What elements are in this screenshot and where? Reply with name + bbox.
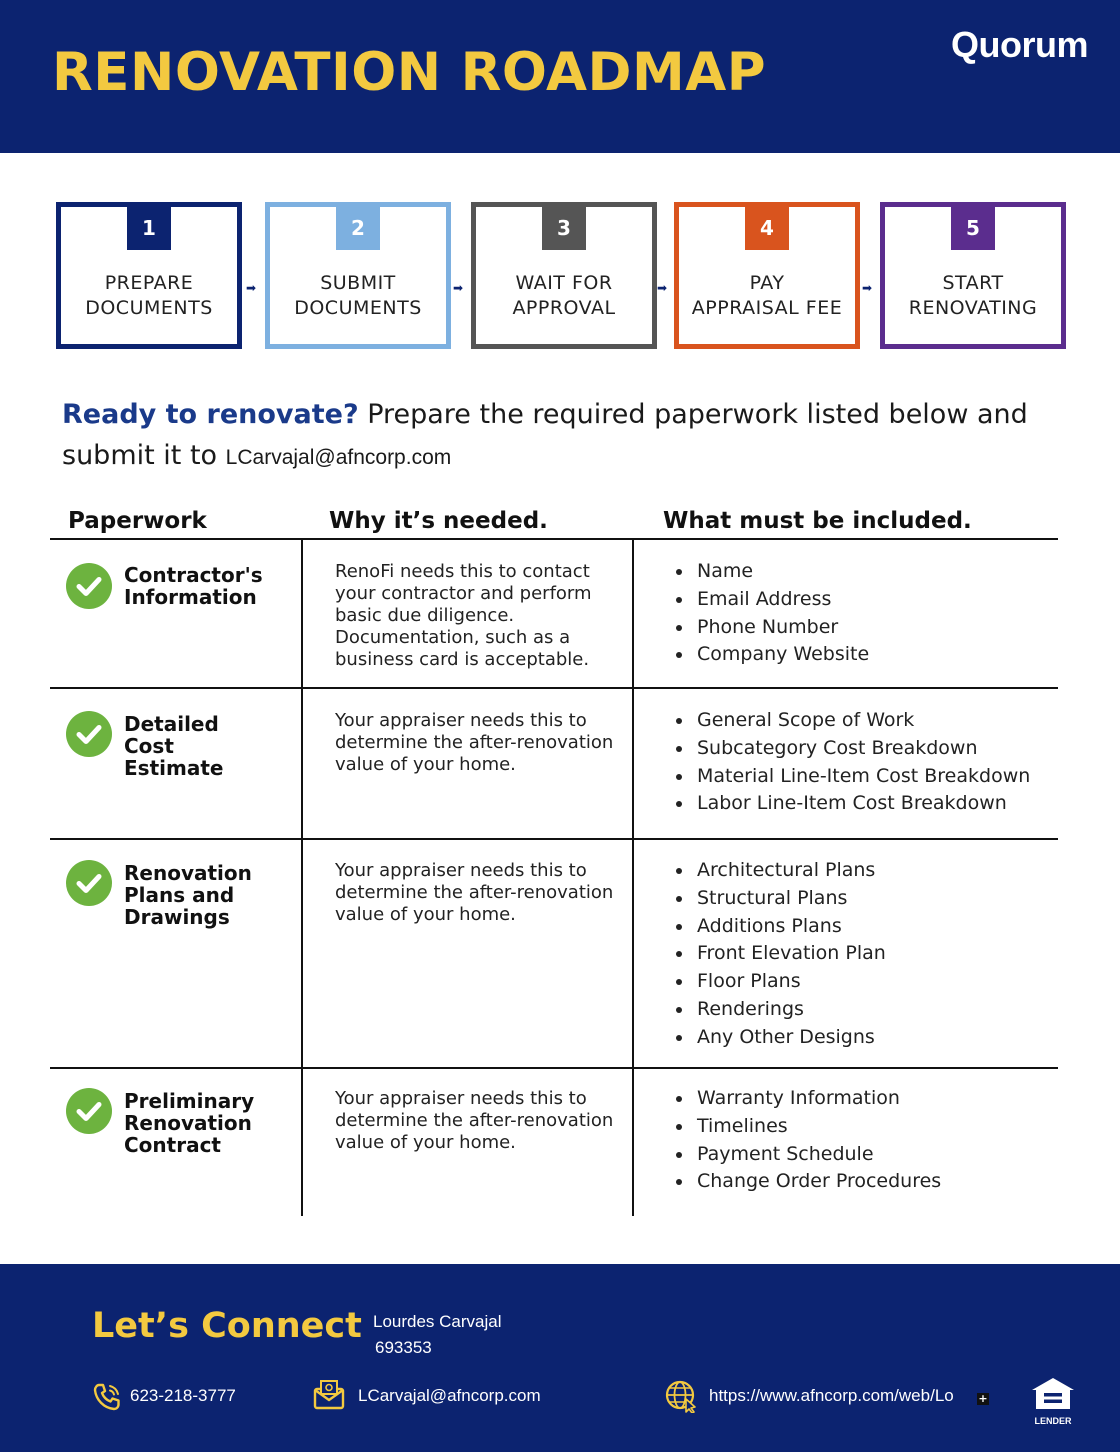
list-item: Payment Schedule xyxy=(668,1141,941,1169)
step-1-card xyxy=(56,202,242,349)
phone-icon xyxy=(92,1382,122,1416)
ehl-text: LENDER xyxy=(1034,1416,1072,1426)
list-item: Any Other Designs xyxy=(668,1024,886,1052)
checkmark-icon xyxy=(66,711,112,757)
included-list xyxy=(668,707,1030,818)
column-header-paperwork: Paperwork xyxy=(68,508,207,534)
email-icon xyxy=(312,1378,346,1414)
list-item: Renderings xyxy=(668,996,886,1024)
step-label: SUBMIT DOCUMENTS xyxy=(294,272,422,319)
step-number: 5 xyxy=(951,207,995,250)
arrow-right-icon: ➡ xyxy=(862,281,873,295)
arrow-right-icon: ➡ xyxy=(246,281,257,295)
step-4-card xyxy=(674,202,860,349)
column-header-included: What must be included. xyxy=(663,508,972,534)
step-label: START RENOVATING xyxy=(908,272,1038,319)
checkmark-icon xyxy=(66,563,112,609)
arrow-right-icon: ➡ xyxy=(657,281,668,295)
list-item: Company Website xyxy=(668,641,869,669)
checkmark-icon xyxy=(66,860,112,906)
step-label: PAY APPRAISAL FEE xyxy=(691,272,843,319)
step-3-card xyxy=(471,202,657,349)
list-item: Subcategory Cost Breakdown xyxy=(668,735,1030,763)
column-divider xyxy=(632,538,634,1216)
intro-lead: Ready to renovate? xyxy=(62,399,359,430)
contact-nmls: 693353 xyxy=(375,1338,432,1357)
column-header-why: Why it’s needed. xyxy=(329,508,548,534)
list-item: Architectural Plans xyxy=(668,857,886,885)
why-text: RenoFi needs this to contact your contractor and perform basic due diligence. Documentation, such as a business card is acceptable. xyxy=(335,561,592,670)
table-divider xyxy=(50,538,1058,540)
table-divider xyxy=(50,838,1058,840)
why-text: Your appraiser needs this to determine the after-renovation value of your home. xyxy=(335,710,614,775)
list-item: Change Order Procedures xyxy=(668,1168,941,1196)
step-number: 3 xyxy=(542,207,586,250)
paperwork-title: Renovation Plans and Drawings xyxy=(124,861,252,929)
list-item: Labor Line-Item Cost Breakdown xyxy=(668,790,1030,818)
table-divider xyxy=(50,687,1058,689)
list-item: Timelines xyxy=(668,1113,941,1141)
step-label: PREPARE DOCUMENTS xyxy=(85,272,213,319)
paperwork-title: Contractor's Information xyxy=(124,563,263,609)
intro-paragraph xyxy=(62,394,1062,478)
column-divider xyxy=(301,538,303,1216)
list-item: Floor Plans xyxy=(668,968,886,996)
list-item: Additions Plans xyxy=(668,913,886,941)
footer-heading: Let’s Connect xyxy=(92,1306,362,1346)
list-item: Email Address xyxy=(668,586,869,614)
contact-website[interactable]: https://www.afncorp.com/web/Lo xyxy=(709,1386,954,1405)
step-number: 2 xyxy=(336,207,380,250)
intro-text: Prepare the required paperwork listed below and submit it to xyxy=(62,399,1028,471)
step-number: 1 xyxy=(127,207,171,250)
list-item: Name xyxy=(668,558,869,586)
checkmark-icon xyxy=(66,1088,112,1134)
contact-email[interactable]: LCarvajal@afncorp.com xyxy=(358,1386,541,1405)
paperwork-title: Preliminary Renovation Contract xyxy=(124,1089,255,1157)
arrow-right-icon: ➡ xyxy=(453,281,464,295)
globe-icon xyxy=(664,1379,700,1417)
list-item: General Scope of Work xyxy=(668,707,1030,735)
brand-logo: Quorum xyxy=(951,24,1088,65)
step-2-card xyxy=(265,202,451,349)
contact-phone[interactable]: 623-218-3777 xyxy=(130,1386,236,1405)
list-item: Material Line-Item Cost Breakdown xyxy=(668,763,1030,791)
step-label: WAIT FOR APPROVAL xyxy=(512,272,616,319)
list-item: Warranty Information xyxy=(668,1085,941,1113)
why-text: Your appraiser needs this to determine the after-renovation value of your home. xyxy=(335,1088,614,1153)
included-list xyxy=(668,1085,941,1196)
list-item: Phone Number xyxy=(668,614,869,642)
equal-housing-lender-logo xyxy=(1030,1376,1076,1426)
why-text: Your appraiser needs this to determine the after-renovation value of your home. xyxy=(335,860,614,925)
page-title: RENOVATION ROADMAP xyxy=(52,42,767,103)
included-list xyxy=(668,558,869,669)
step-number: 4 xyxy=(745,207,789,250)
expand-icon: + xyxy=(978,1392,988,1405)
footer-banner xyxy=(0,1264,1120,1452)
included-list xyxy=(668,857,886,1052)
list-item: Front Elevation Plan xyxy=(668,940,886,968)
list-item: Structural Plans xyxy=(668,885,886,913)
contact-name: Lourdes Carvajal xyxy=(373,1312,502,1331)
step-5-card xyxy=(880,202,1066,349)
intro-email-link[interactable]: LCarvajal@afncorp.com xyxy=(225,446,452,469)
paperwork-title: Detailed Cost Estimate xyxy=(124,712,224,780)
table-divider xyxy=(50,1067,1058,1069)
